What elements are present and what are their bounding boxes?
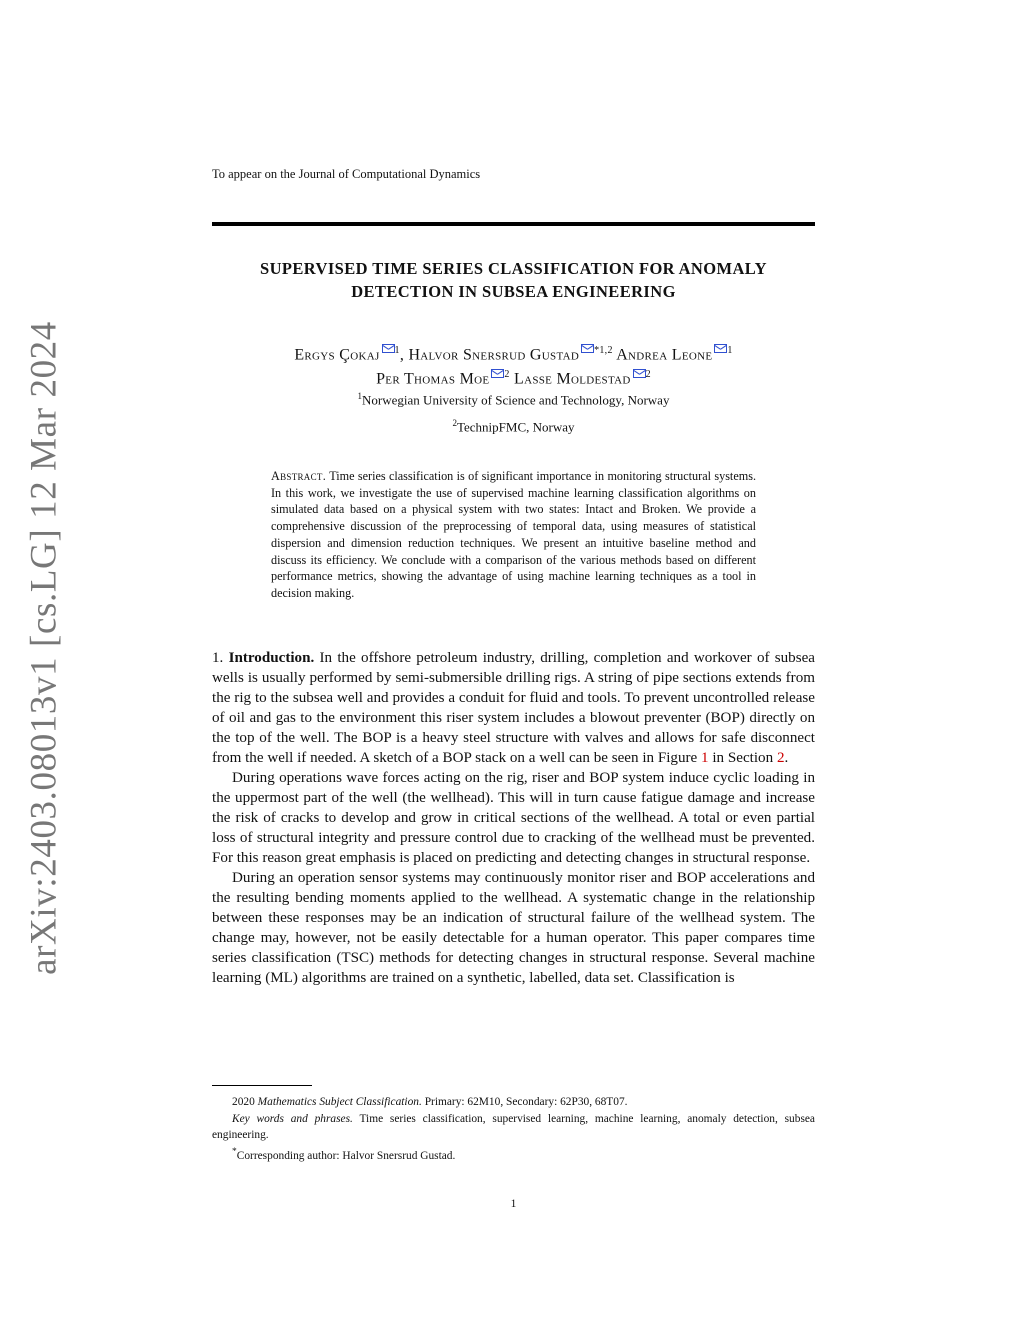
corresponding-text: Corresponding author: Halvor Snersrud Gustad. (236, 1149, 456, 1162)
msc-label: Mathematics Subject Classification. (257, 1096, 422, 1108)
section-link[interactable]: 2 (776, 750, 785, 766)
author-name: Per Thomas Moe (376, 370, 490, 388)
email-icon[interactable] (382, 344, 395, 353)
paragraph-text: . (784, 750, 789, 766)
footnote-msc (212, 1094, 815, 1111)
figure-link[interactable]: 1 (701, 750, 709, 766)
author-affil: 2 (645, 369, 651, 381)
affiliation-text: Norwegian University of Science and Technology, Norway (362, 392, 670, 408)
section-heading: Introduction. (228, 650, 315, 666)
author-affil: 1 (727, 345, 733, 356)
title-line-2: DETECTION IN SUBSEA ENGINEERING (351, 282, 676, 301)
affiliation-mark: 2 (452, 418, 457, 428)
msc-text: Primary: 62M10, Secondary: 62P30, 68T07. (424, 1096, 628, 1108)
author-affil: 2 (504, 369, 510, 381)
author-affil: *1,2 (594, 345, 613, 356)
email-icon[interactable] (633, 369, 646, 378)
affiliation-mark: 1 (357, 391, 363, 401)
keywords-text: Time series classification, supervised learning, machine learning, anomaly detection, subsea engineering. (212, 1112, 815, 1141)
footnotes (212, 1094, 815, 1164)
footnote-keywords (212, 1111, 815, 1144)
paragraph-text: In the offshore petroleum industry, drilling, completion and workover of subsea wells is usually performed by semi-submersible drilling rigs. A string of pipe sections extends from the rig to the subsea well and provides a conduit for fluid and tools. To prevent uncontrolled release of oil and gas to the environment this riser system includes a blowout preventer (BOP) directly on the top of the well. The BOP is a heavy steel structure with valves and allows for safe disconnect from the well if needed. A sketch of a BOP stack on a well can be seen in Figure (212, 650, 816, 766)
email-icon[interactable] (714, 344, 727, 353)
page-number: 1 (510, 1198, 517, 1210)
author-name: Ergys Çokaj (294, 346, 380, 364)
paper-title (212, 257, 815, 303)
author-name: Halvor Snersrud Gustad (408, 346, 580, 364)
abstract-text: Time series classification is of significant importance in monitoring structural systems. In this work, we investigate the use of supervised machine learning classification algorithms on simulated data based on a physical system with two states: Intact and Broken. We provide a comprehensive discussion of the preprocessing of temporal data, using measures of statistical dispersion and dimension reduction techniques. We present an intuitive baseline method and discuss its efficiency. We conclude with a comparison of the various methods based on different performance metrics, showing the advantage of using machine learning techniques as a tool in decision making. (271, 469, 756, 600)
intro-paragraph-3: During an operation sensor systems may continuously monitor riser and BOP accelerations and the resulting bending moments applied to the wellhead. A systematic change in the relationship between these responses may be an indication of structural failure of the wellhead system. The change may, however, not be easily detectable for a human operator. This paper compares time series classification (TSC) methods for detecting changes in structural response. Several machine learning (ML) algorithms are trained on a synthetic, labelled, data set. Classification is (212, 870, 815, 986)
author-name: Lasse Moldestad (514, 370, 631, 388)
email-icon[interactable] (491, 369, 504, 378)
journal-note: To appear on the Journal of Computational Dynamics (212, 167, 481, 181)
intro-paragraph-2: During operations wave forces acting on the rig, riser and BOP system induce cyclic loading in the uppermost part of the well (the wellhead). This will in turn cause fatigue damage and increase the risk of cracks to develop and grow in critical sections of the wellhead. A total or even partial loss of structural integrity and pressure control due to cracking of the wellhead must be prevented. For this reason great emphasis is placed on predicting and detecting changes in structural response. (212, 770, 815, 866)
affiliation (212, 418, 815, 435)
abstract (271, 468, 756, 602)
intro-paragraph-1 (212, 648, 815, 768)
introduction-section (212, 648, 815, 988)
footnote-rule (212, 1085, 312, 1086)
footnote-corresponding (212, 1144, 815, 1164)
author-line-1: Ergys Çokaj $^1$, Halvor Snersrud Gustad $^{*1,2}$ Andrea Leone $^1$ (294, 345, 733, 364)
affiliation-text: TechnipFMC, Norway (456, 419, 575, 435)
title-rule (212, 222, 815, 226)
paragraph-text: in Section (712, 750, 774, 766)
section-number: 1. (212, 650, 224, 666)
arxiv-stamp: arXiv:2403.08013v1 [cs.LG] 12 Mar 2024 (23, 321, 65, 975)
keywords-label: Key words and phrases. (232, 1112, 353, 1125)
corresponding-mark: * (232, 1146, 237, 1157)
msc-year: 2020 (232, 1096, 255, 1108)
affiliation (212, 391, 815, 408)
author-name: Andrea Leone (616, 346, 713, 364)
author-affil: 1 (394, 345, 400, 356)
title-line-1: SUPERVISED TIME SERIES CLASSIFICATION FOR ANOMALY (260, 259, 767, 278)
abstract-label: Abstract. (271, 469, 327, 483)
author-line-2 (212, 365, 815, 389)
author-list (212, 341, 815, 390)
email-icon[interactable] (581, 344, 594, 353)
